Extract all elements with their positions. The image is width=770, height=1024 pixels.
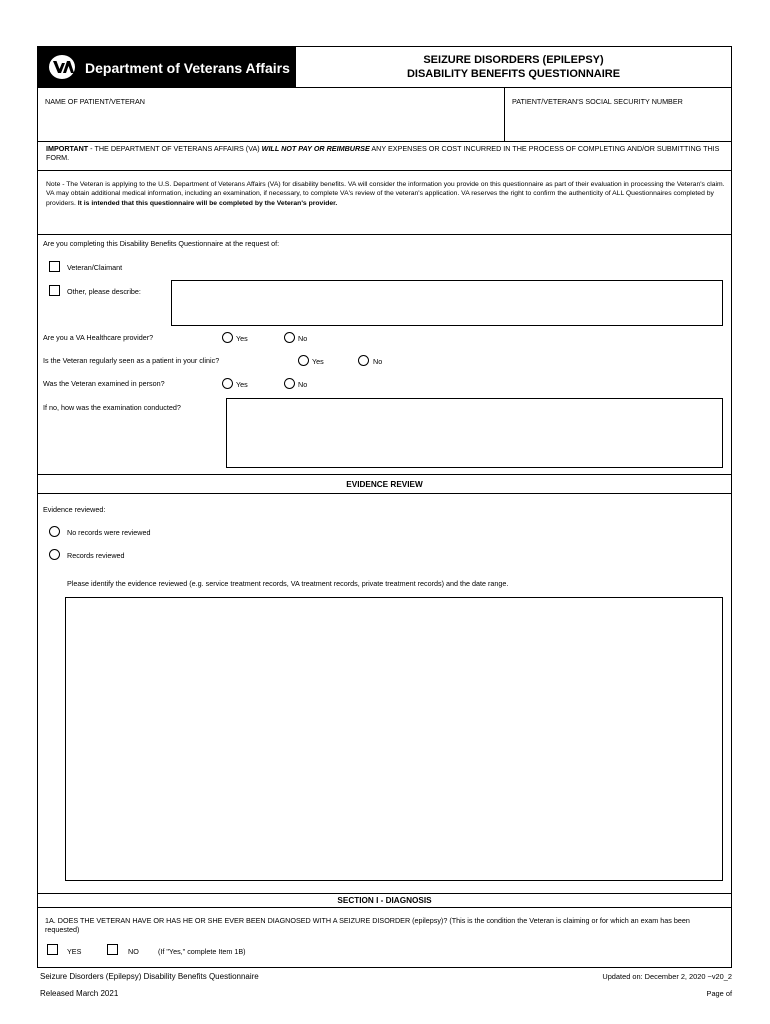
patient-name-label: NAME OF PATIENT/VETERAN — [45, 97, 145, 106]
important-notice — [46, 144, 721, 162]
veteran-claimant-label: Veteran/Claimant — [67, 263, 123, 272]
examined-no-radio[interactable] — [284, 378, 295, 389]
no-records-radio[interactable] — [49, 526, 60, 537]
va-provider-yes-radio[interactable] — [222, 332, 233, 343]
q1a-no-label: NO — [128, 947, 139, 956]
ssn-label: PATIENT/VETERAN'S SOCIAL SECURITY NUMBER — [512, 97, 683, 106]
evidence-instruction: Please identify the evidence reviewed (e.g. service treatment records, VA treatment records, private treatment records) and the date range. — [67, 579, 509, 588]
other-checkbox[interactable] — [49, 285, 60, 296]
footer-page: Page of — [706, 989, 732, 998]
regularly-seen-question: Is the Veteran regularly seen as a patient in your clinic? — [43, 356, 220, 365]
important-emphasis: WILL NOT PAY OR REIMBURSE — [261, 144, 370, 153]
records-reviewed-label: Records reviewed — [67, 551, 125, 560]
va-provider-question: Are you a VA Healthcare provider? — [43, 333, 154, 342]
examined-yes-radio[interactable] — [222, 378, 233, 389]
other-label: Other, please describe: — [67, 287, 141, 296]
va-provider-no-label: No — [298, 334, 308, 343]
records-reviewed-radio[interactable] — [49, 549, 60, 560]
important-text-1: - THE DEPARTMENT OF VETERANS AFFAIRS (VA) — [88, 144, 262, 153]
note-bold: It is intended that this questionnaire will be completed by the Veteran's provider. — [77, 199, 338, 207]
va-logo-banner — [38, 47, 296, 87]
request-question: Are you completing this Disability Benefits Questionnaire at the request of: — [43, 239, 280, 248]
q1a-instruction: (If "Yes," complete Item 1B) — [158, 947, 246, 956]
important-text-2: ANY EXPENSES OR COST INCURRED IN THE PROCESS OF COMPLETING AND/OR SUBMITTING THIS FORM. — [46, 144, 720, 162]
note-paragraph — [46, 180, 728, 208]
evidence-details-field[interactable] — [65, 597, 723, 881]
va-provider-yes-label: Yes — [236, 334, 248, 343]
footer-form-name: Seizure Disorders (Epilepsy) Disability Benefits Questionnaire — [40, 972, 259, 981]
q1a-text: 1A. DOES THE VETERAN HAVE OR HAS HE OR SHE EVER BEEN DIAGNOSED WITH A SEIZURE DISORDER (epilepsy)? (This is the condition the Veteran is claiming or for which an exam has been requested) — [45, 916, 690, 934]
patient-name-field[interactable] — [43, 109, 499, 137]
footer-updated: Updated on: December 2, 2020 ~v20_2 — [602, 972, 732, 981]
title-line-2: DISABILITY BENEFITS QUESTIONNAIRE — [406, 68, 621, 80]
note-text: Note - The Veteran is applying to the U.S. Department of Veterans Affairs (VA) for disability benefits. VA will consider the information you provide on this questionnaire as part of their evaluation in processing the Veteran's claim. VA may obtain additional medical information, including an examination, if necessary, to complete VA's review of the veteran's application. VA reserves the right to confirm the authenticity of ALL Questionnaires completed by providers. — [46, 181, 725, 207]
section-1-heading: SECTION I - DIAGNOSIS — [337, 896, 432, 905]
form-title — [296, 47, 731, 87]
veteran-claimant-checkbox[interactable] — [49, 261, 60, 272]
examined-no-label: No — [298, 380, 308, 389]
regularly-seen-yes-label: Yes — [312, 357, 324, 366]
how-conducted-field[interactable] — [226, 398, 723, 468]
regularly-seen-yes-radio[interactable] — [298, 355, 309, 366]
agency-name: Department of Veterans Affairs — [85, 60, 290, 76]
evidence-reviewed-label: Evidence reviewed: — [43, 505, 106, 514]
va-provider-no-radio[interactable] — [284, 332, 295, 343]
ssn-field[interactable] — [510, 109, 725, 137]
important-prefix: IMPORTANT — [46, 144, 89, 153]
footer-released: Released March 2021 — [40, 989, 119, 998]
evidence-review-heading: EVIDENCE REVIEW — [346, 480, 423, 489]
other-describe-field[interactable] — [171, 280, 723, 326]
q1a-yes-label: YES — [67, 947, 82, 956]
no-records-label: No records were reviewed — [67, 528, 151, 537]
title-line-1: SEIZURE DISORDERS (EPILEPSY) — [423, 54, 604, 66]
q1a-no-checkbox[interactable] — [107, 944, 118, 955]
examined-question: Was the Veteran examined in person? — [43, 379, 165, 388]
questionnaire-form — [37, 46, 732, 968]
examined-yes-label: Yes — [236, 380, 248, 389]
regularly-seen-no-radio[interactable] — [358, 355, 369, 366]
va-seal-icon — [48, 54, 76, 80]
how-conducted-question: If no, how was the examination conducted? — [43, 403, 181, 412]
regularly-seen-no-label: No — [373, 357, 383, 366]
q1a-yes-checkbox[interactable] — [47, 944, 58, 955]
